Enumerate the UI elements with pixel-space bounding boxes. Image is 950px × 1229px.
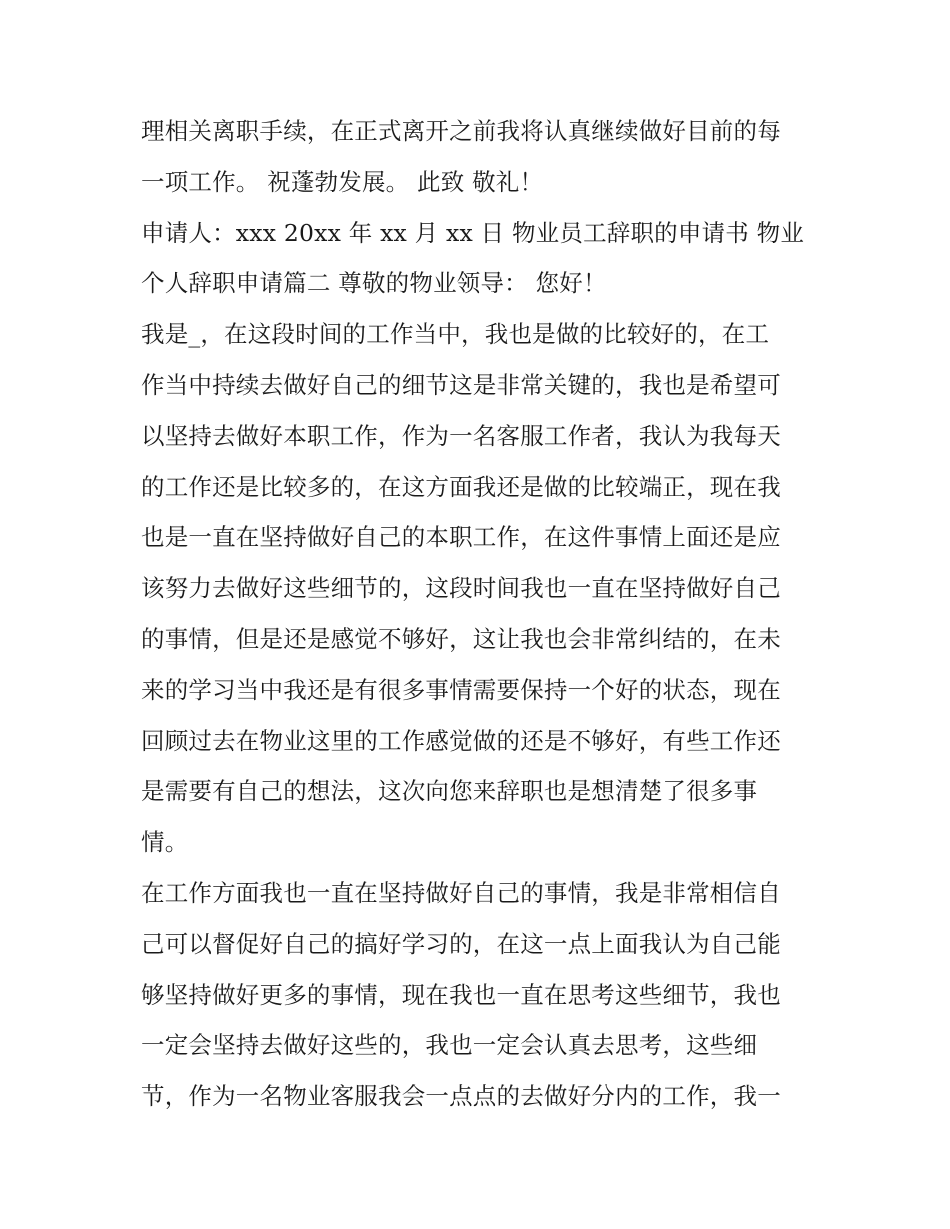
text-line: 己可以督促好自己的搞好学习的，在这一点上面我认为自己能 <box>141 929 781 958</box>
text-line: 一项工作。 祝蓬勃发展。 此致 敬礼！ <box>141 167 544 196</box>
text-line: 一定会坚持去做好这些的，我也一定会认真去思考，这些细 <box>141 1031 758 1060</box>
text-line: 作当中持续去做好自己的细节这是非常关键的，我也是希望可 <box>141 370 781 399</box>
document-body <box>141 106 821 1122</box>
text-line: 节，作为一名物业客服我会一点点的去做好分内的工作，我一 <box>141 1082 781 1111</box>
text-line: 我是_，在这段时间的工作当中，我也是做的比较好的，在工 <box>141 320 770 349</box>
text-line: 以坚持去做好本职工作，作为一名客服工作者，我认为我每天 <box>141 421 781 450</box>
text-line: 情。 <box>141 828 189 857</box>
text-line: 申请人：xxx 20xx 年 xx 月 xx 日 物业员工辞职的申请书 物业 <box>141 218 805 247</box>
text-line: 也是一直在坚持做好自己的本职工作，在这件事情上面还是应 <box>141 523 781 552</box>
text-line: 回顾过去在物业这里的工作感觉做的还是不够好，有些工作还 <box>141 726 781 755</box>
text-line: 是需要有自己的想法，这次向您来辞职也是想清楚了很多事 <box>141 777 758 806</box>
text-line: 该努力去做好这些细节的，这段时间我也一直在坚持做好自己 <box>141 574 781 603</box>
text-line: 够坚持做好更多的事情，现在我也一直在思考这些细节，我也 <box>141 980 781 1009</box>
text-line: 的事情，但是还是感觉不够好，这让我也会非常纠结的，在未 <box>141 624 781 653</box>
text-line: 的工作还是比较多的，在这方面我还是做的比较端正，现在我 <box>141 472 781 501</box>
text-line: 在工作方面我也一直在坚持做好自己的事情，我是非常相信自 <box>141 878 781 907</box>
text-line: 理相关离职手续，在正式离开之前我将认真继续做好目前的每 <box>141 117 781 145</box>
text-line: 来的学习当中我还是有很多事情需要保持一个好的状态，现在 <box>141 675 781 704</box>
text-line: 个人辞职申请篇二 尊敬的物业领导： 您好！ <box>141 269 607 298</box>
